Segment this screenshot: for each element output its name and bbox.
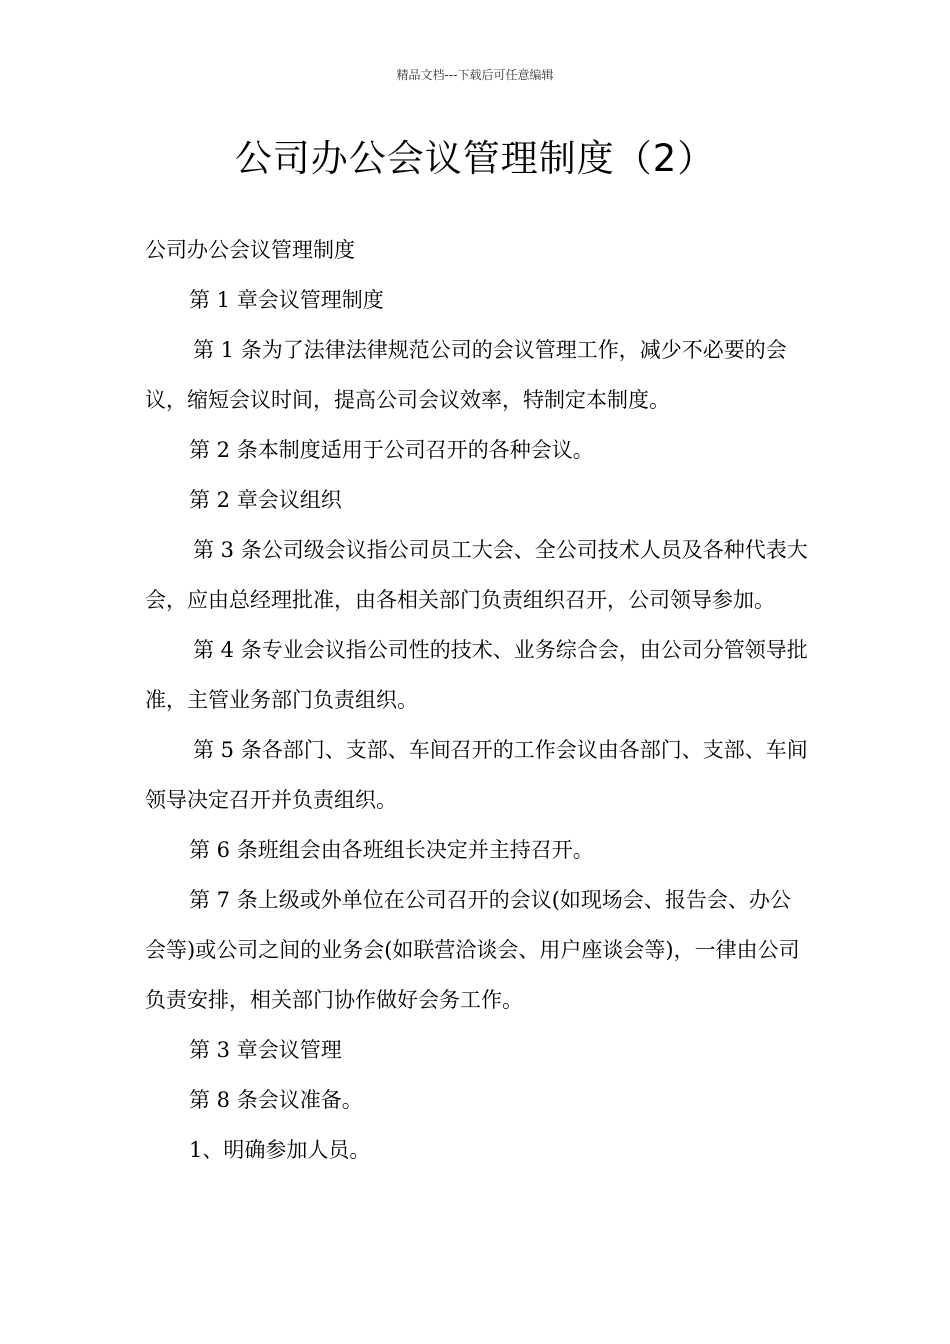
chapter-heading: 第 2 章会议组织: [189, 488, 342, 512]
article-paragraph: 第 8 条会议准备。: [189, 1088, 363, 1112]
article-paragraph: 第 6 条班组会由各班组长决定并主持召开。: [189, 838, 594, 862]
list-item: 1、明确参加人员。: [189, 1138, 371, 1162]
article-paragraph: 第 1 条为了法律法律规范公司的会议管理工作，减少不必要的会议，缩短会议时间，提高公司会议效率，特制定本制度。: [145, 338, 787, 412]
body-heading: 公司办公会议管理制度: [145, 238, 355, 262]
chapter-heading: 第 1 章会议管理制度: [189, 288, 384, 312]
chapter-heading: 第 3 章会议管理: [189, 1038, 342, 1062]
article-paragraph: 第 2 条本制度适用于公司召开的各种会议。: [189, 438, 594, 462]
document-title: 公司办公会议管理制度（2）: [234, 137, 716, 180]
article-paragraph: 第 7 条上级或外单位在公司召开的会议(如现场会、报告会、办公会等)或公司之间的业务会(如联营洽谈会、用户座谈会等)，一律由公司负责安排，相关部门协作做好会务工作。: [145, 888, 800, 1012]
article-paragraph: 第 4 条专业会议指公司性的技术、业务综合会，由公司分管领导批准，主管业务部门负责组织。: [145, 638, 808, 712]
document-body: [145, 225, 810, 1175]
header-note: 精品文档---下载后可任意编辑: [396, 68, 554, 82]
article-paragraph: 第 5 条各部门、支部、车间召开的工作会议由各部门、支部、车间领导决定召开并负责组织。: [145, 738, 808, 812]
article-paragraph: 第 3 条公司级会议指公司员工大会、全公司技术人员及各种代表大会，应由总经理批准，由各相关部门负责组织召开，公司领导参加。: [145, 538, 808, 612]
